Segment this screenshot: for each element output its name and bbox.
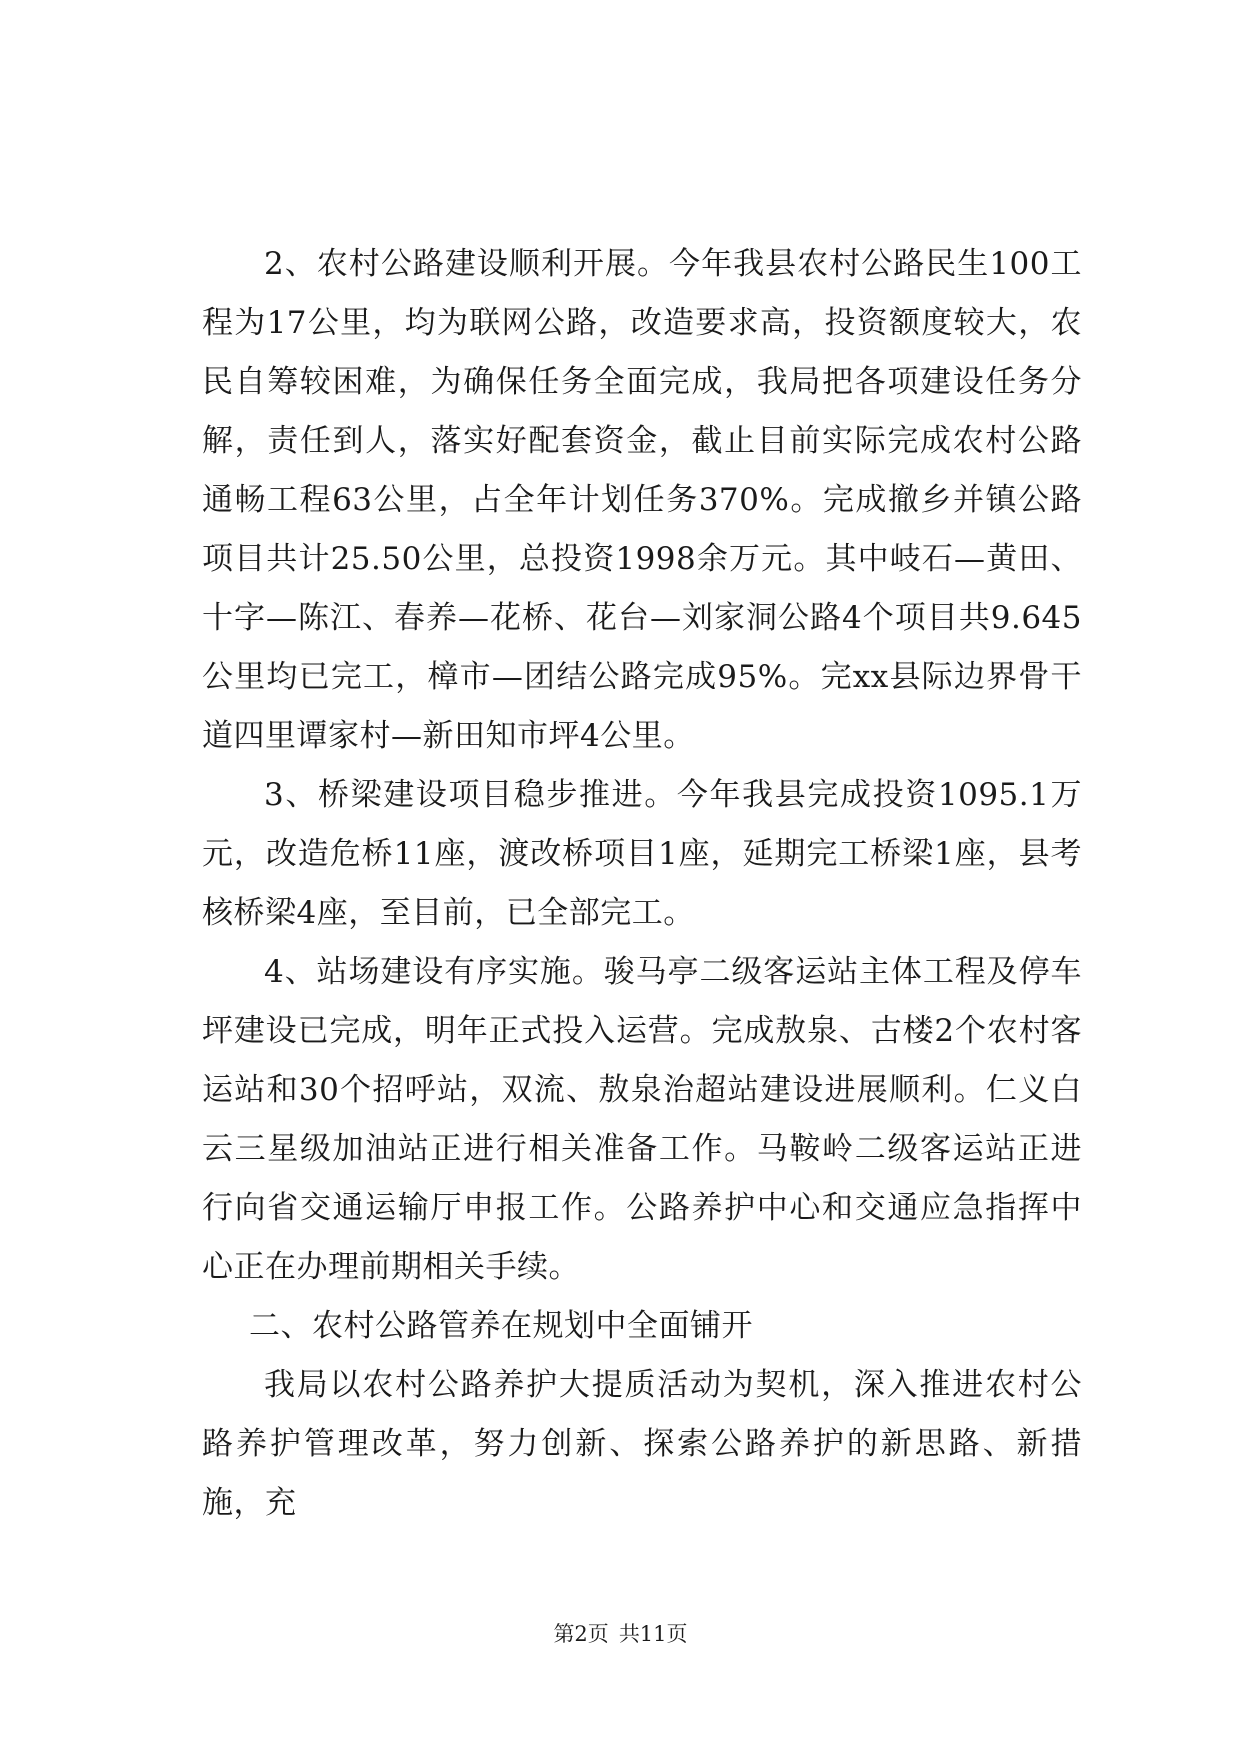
paragraph-station-construction: 4、站场建设有序实施。骏马亭二级客运站主体工程及停车坪建设已完成，明年正式投入运营。完成敖泉、古楼2个农村客运站和30个招呼站，双流、敖泉治超站建设进展顺利。仁义白云三星级加油站正进行相关准备工作。马鞍岭二级客运站正进行向省交通运输厅申报工作。公路养护中心和交通应急指挥中心正在办理前期相关手续。 [202,954,1082,1285]
section-heading-road-maintenance: 二、农村公路管养在规划中全面铺开 [249,1308,753,1344]
page-number: 第2页 [553,1622,609,1646]
page-total: 共11页 [618,1622,688,1646]
paragraph-maintenance-reform: 我局以农村公路养护大提质活动为契机，深入推进农村公路养护管理改革，努力创新、探索公路养护的新思路、新措施，充 [202,1367,1082,1521]
document-body [202,235,1082,1533]
page-footer [0,1619,1241,1649]
paragraph-bridge-construction: 3、桥梁建设项目稳步推进。今年我县完成投资1095.1万元，改造危桥11座，渡改桥项目1座，延期完工桥梁1座，县考核桥梁4座，至目前，已全部完工。 [202,777,1082,931]
paragraph-rural-road-construction: 2、农村公路建设顺利开展。今年我县农村公路民生100工程为17公里，均为联网公路，改造要求高，投资额度较大，农民自筹较困难，为确保任务全面完成，我局把各项建设任务分解，责任到人，落实好配套资金，截止目前实际完成农村公路通畅工程63公里，占全年计划任务370%。完成撤乡并镇公路项目共计25.50公里，总投资1998余万元。其中岐石—黄田、十字—陈江、春养—花桥、花台—刘家洞公路4个项目共9.645公里均已完工，樟市—团结公路完成95%。完xx县际边界骨干道四里谭家村—新田知市坪4公里。 [202,246,1082,754]
